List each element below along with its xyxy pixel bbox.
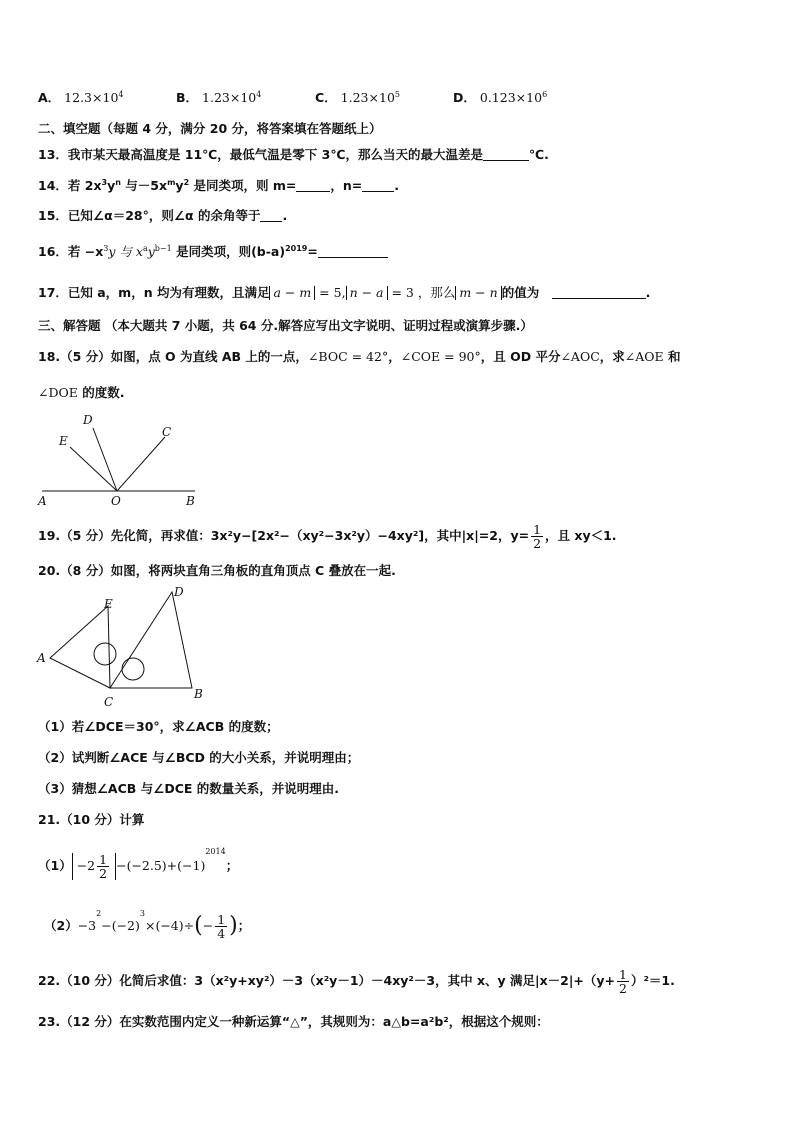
- question-21-title: 21.（10 分）计算: [38, 812, 145, 827]
- abs-mixed-number: −2 $\frac{1}{2}$: [72, 853, 116, 880]
- option-a: A． $12.3\times 10^4$: [38, 89, 124, 105]
- fraction-one-half: $\frac{1}{2}$: [619, 966, 627, 996]
- label-c: C: [162, 425, 172, 439]
- label-d: D: [83, 413, 93, 427]
- option-c: C． $1.23\times 10^5$: [315, 89, 400, 105]
- q12-options: [38, 90, 638, 108]
- question-17: 17．已知 a，m，n 均为有理数，且满足 a − m = 5, n − a = 3 ，那么 m − n 的值为 .: [38, 285, 651, 300]
- ray-oc: [117, 437, 165, 491]
- label-a: A: [38, 494, 47, 508]
- triangle-ace: [50, 606, 110, 688]
- question-21-part-1: （1） −2 $\frac{1}{2}$ −(−2.5)+(−1) 2014 ；: [38, 847, 239, 881]
- answer-blank: [260, 209, 282, 222]
- label-a: A: [37, 651, 46, 665]
- question-20-part-1: （1）若∠DCE＝30°，求∠ACB 的度数；: [38, 719, 279, 734]
- question-16: 16．若 $-x^3y$ 与 $x^ay^{b-1}$ 是同类项，则$(b-a)^{2019}=$: [38, 244, 388, 260]
- circle-hole-1: [94, 643, 116, 665]
- label-e: E: [104, 597, 113, 611]
- fraction-one-half: $\frac{1}{2}$: [533, 522, 542, 551]
- answer-blank: [362, 179, 394, 192]
- label-e: E: [59, 434, 68, 448]
- answer-blank: [296, 179, 330, 192]
- label-d: D: [174, 585, 184, 599]
- abs-a-minus-m: a − m: [269, 286, 315, 300]
- abs-n-minus-a: n − a: [346, 286, 388, 300]
- question-13: 13．我市某天最高温度是 11℃，最低气温是零下 3℃，那么当天的最大温差是 ℃.: [38, 147, 549, 162]
- question-14: 14．若 $2x^3y^n$ 与$-5x^my^2$ 是同类项，则 m= ，n= .: [38, 177, 399, 193]
- abs-m-minus-n: m − n: [455, 286, 501, 300]
- question-21-part-2: （2） −3 2 −(−2) 3 ×(−4)÷ ( − $\frac{1}{4}$ ) ；: [44, 909, 251, 941]
- question-20-part-2: （2）试判断∠ACE 与∠BCD 的大小关系，并说明理由；: [38, 750, 360, 765]
- question-19: 19.（5 分）先化简，再求值：3x²y−[2x²−（xy²−3x²y）−4xy²]，其中|x|=2，y= $\frac{1}{2}$ ，且 xy＜1.: [38, 522, 617, 551]
- label-o: O: [111, 494, 121, 508]
- label-b: B: [186, 494, 195, 508]
- answer-blank: [318, 245, 388, 258]
- option-b: B． $1.23\times 10^4$: [176, 89, 262, 105]
- answer-blank: [552, 286, 646, 299]
- question-20-intro: 20.（8 分）如图，将两块直角三角板的直角顶点 C 叠放在一起.: [38, 563, 396, 578]
- question-15: 15．已知∠α＝28°，则∠α 的余角等于 .: [38, 208, 288, 223]
- figure-20-triangles: [34, 582, 214, 712]
- ray-od: [93, 428, 117, 491]
- answer-blank: [483, 148, 529, 161]
- triangle-dcb: [110, 592, 192, 688]
- label-c: C: [104, 695, 114, 709]
- ray-oe: [70, 447, 117, 491]
- figure-18-angles: [30, 408, 210, 508]
- section-2-heading: 二、填空题（每题 4 分，满分 20 分，将答案填在答题纸上）: [38, 121, 382, 136]
- question-22: 22.（10 分）化简后求值：3（x²y+xy²）－3（x²y－1）－4xy²－3，其中 x、y 满足|x－2|+（y+ $\frac{1}{2}$ ）²＝1.: [38, 966, 675, 996]
- question-18-line-2: ∠DOE 的度数.: [38, 385, 125, 400]
- question-18-line-1: 18.（5 分）如图，点 O 为直线 AB 上的一点，∠BOC = 42°，∠COE = 90°，且 OD 平分∠AOC，求∠AOE 和: [38, 349, 681, 364]
- section-3-heading: 三、解答题 （本大题共 7 小题，共 64 分.解答应写出文字说明、证明过程或演算步骤.）: [38, 318, 533, 333]
- label-b: B: [194, 687, 203, 701]
- circle-hole-2: [122, 658, 144, 680]
- option-d: D． $0.123\times 10^6$: [453, 89, 548, 105]
- question-20-part-3: （3）猜想∠ACB 与∠DCE 的数量关系，并说明理由.: [38, 781, 340, 796]
- question-23: 23.（12 分）在实数范围内定义一种新运算“△”，其规则为：a△b=a²b²，根据这个规则：: [38, 1014, 549, 1029]
